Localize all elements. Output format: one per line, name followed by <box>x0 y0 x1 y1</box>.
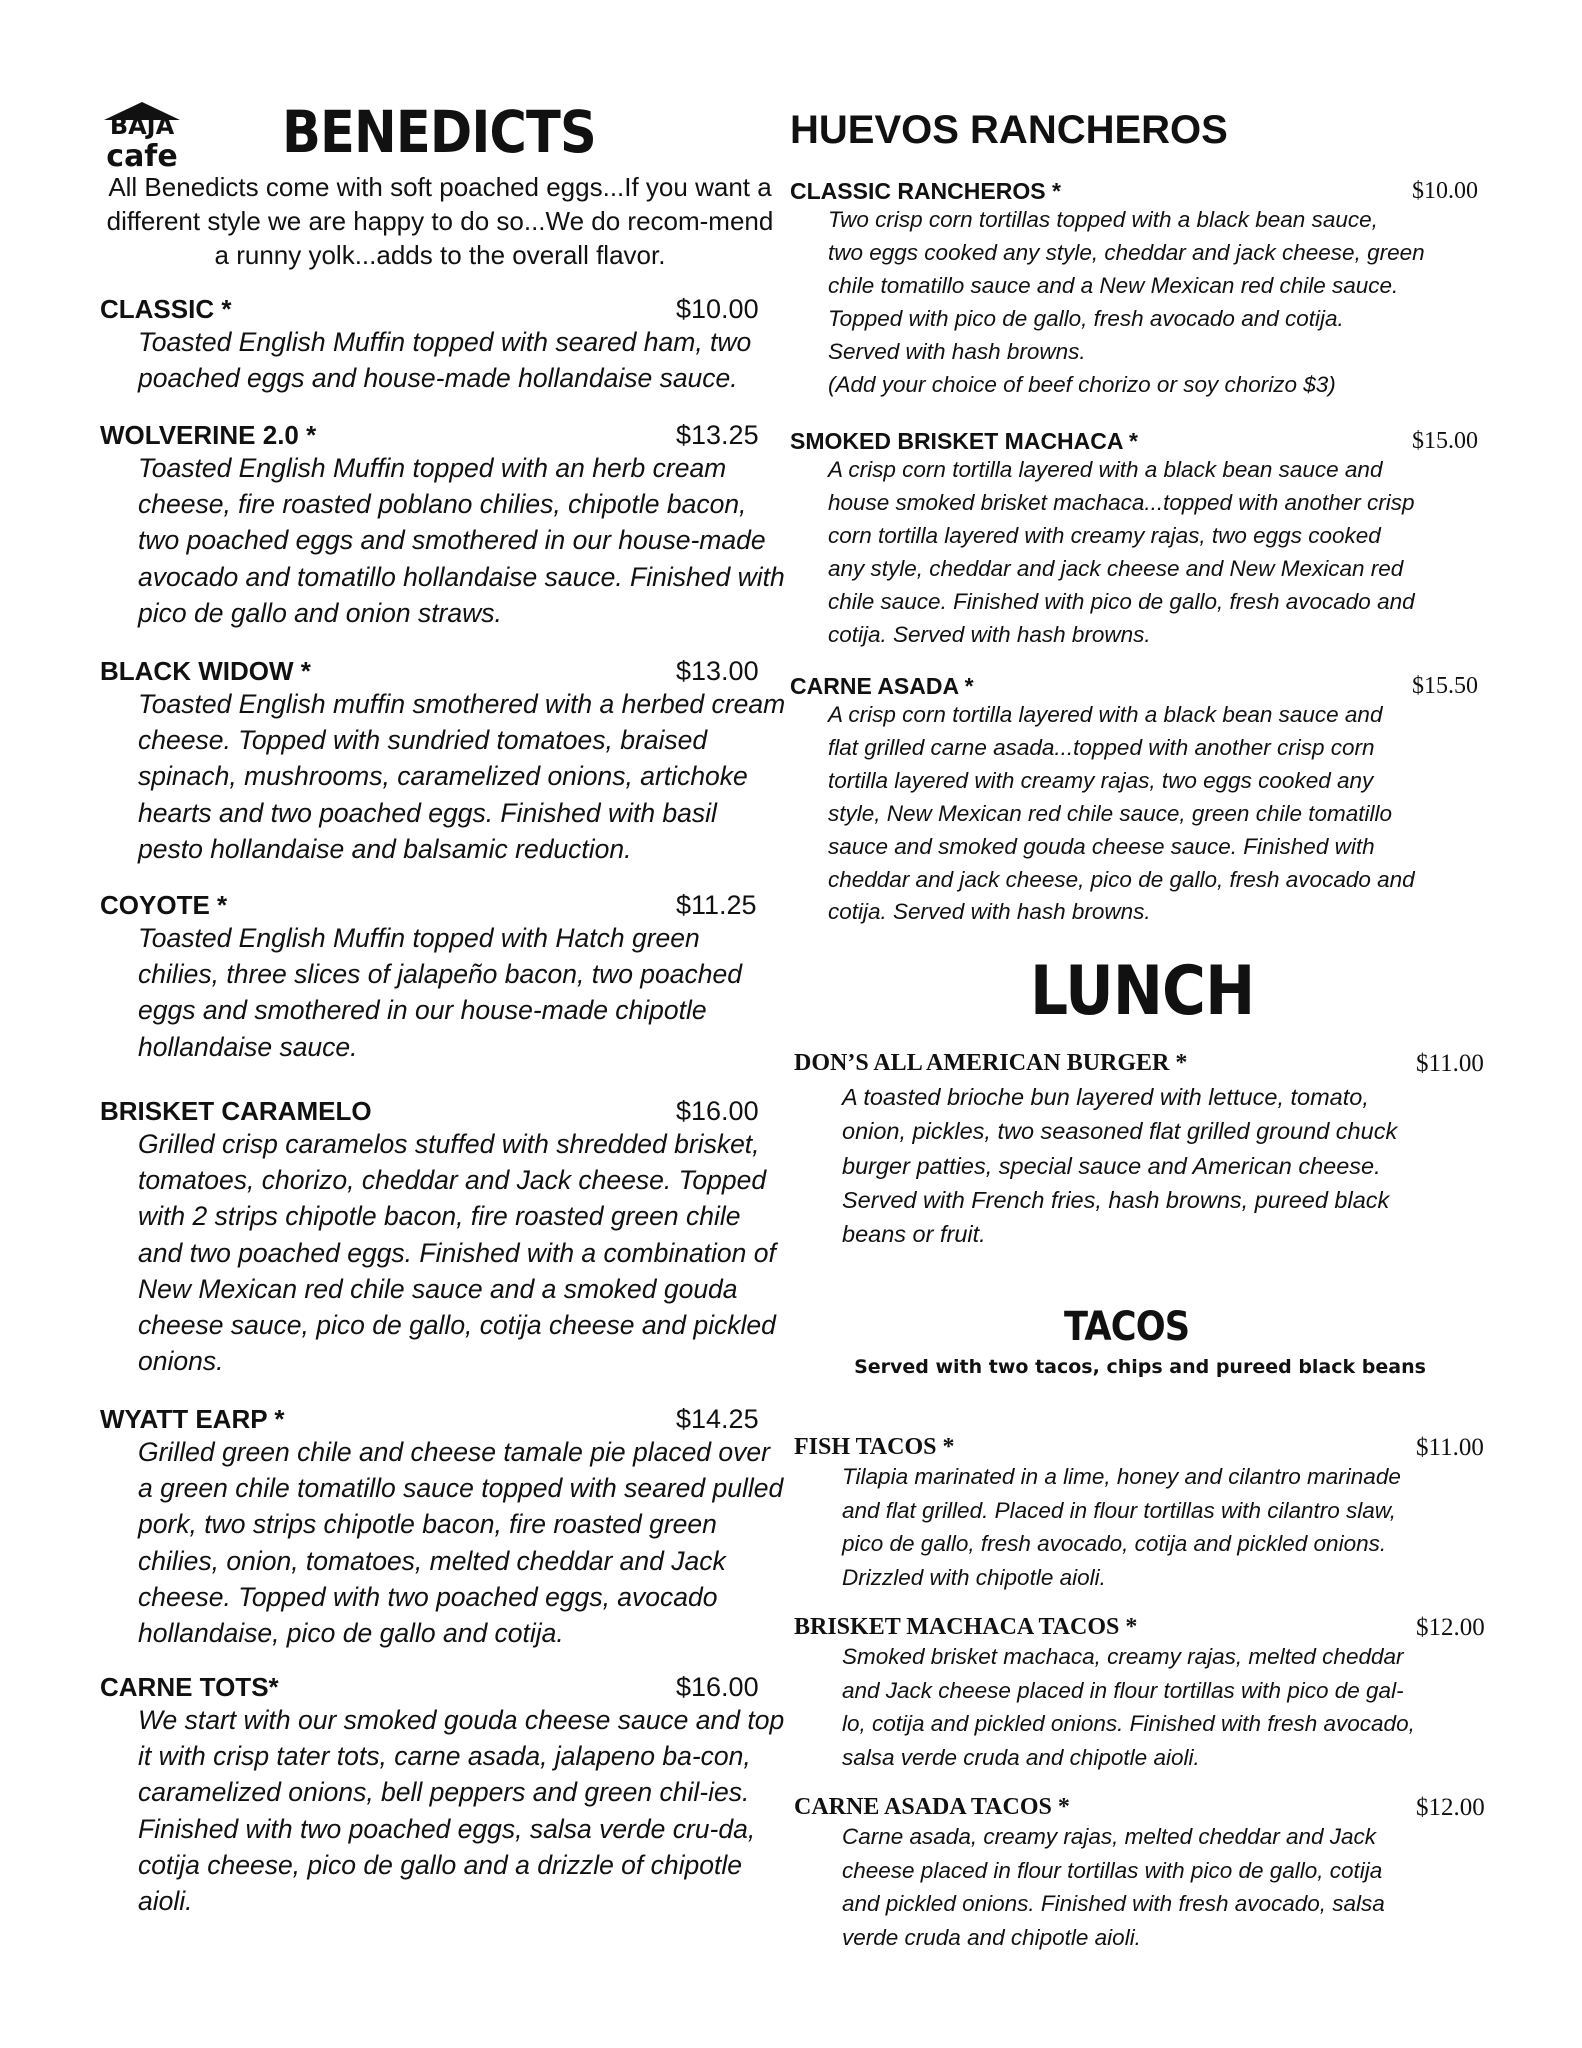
item-name: CARNE ASADA TACOS * <box>794 1794 1070 1820</box>
description-line: (Add your choice of beef chorizo or soy chorizo $3) <box>828 371 1336 397</box>
description-line: two eggs cooked any style, cheddar and jack cheese, green <box>828 239 1425 265</box>
item-description <box>842 1460 1492 1594</box>
tacos-note: Served with two tacos, chips and pureed black beans <box>854 1356 1426 1378</box>
description-line: salsa verde cruda and chipotle aioli. <box>842 1744 1200 1770</box>
description-line: any style, cheddar and jack cheese and New Mexican red <box>828 555 1404 581</box>
description-line: and pickled onions. Finished with fresh avocado, salsa <box>842 1891 1385 1916</box>
description-line: cotija. Served with hash browns. <box>828 621 1151 647</box>
baja-cafe-logo <box>100 100 184 172</box>
item-price: $13.25 <box>676 420 759 450</box>
description-line: Topped with pico de gallo, fresh avocado and cotija. <box>828 305 1344 331</box>
description-line: Smoked brisket machaca, creamy rajas, melted cheddar <box>842 1644 1404 1669</box>
description-line: chile sauce. Finished with pico de gallo, fresh avocado and <box>828 588 1415 614</box>
item-description: Toasted English Muffin topped with Hatch green chilies, three slices of jalapeño bacon, two poached eggs and smothered in our house-made chipotle hollandaise sauce. <box>138 923 742 1062</box>
item-price: $12.00 <box>1416 1614 1485 1641</box>
item-name: BRISKET MACHACA TACOS * <box>794 1614 1138 1640</box>
item-price: $11.25 <box>676 890 757 920</box>
description-line: verde cruda and chipotle aioli. <box>842 1924 1141 1950</box>
item-name: BRISKET CARAMELO <box>100 1096 372 1126</box>
description-line: flat grilled carne asada...topped with another crisp corn <box>828 734 1375 760</box>
description-line: cheddar and jack cheese, pico de gallo, fresh avocado and <box>828 866 1415 892</box>
item-price: $14.25 <box>676 1404 759 1434</box>
description-line: Drizzled with chipotle aioli. <box>842 1564 1106 1590</box>
item-name: WOLVERINE 2.0 * <box>100 420 317 450</box>
description-line: tortilla layered with creamy rajas, two eggs cooked any <box>828 767 1374 793</box>
item-price: $16.00 <box>676 1096 759 1126</box>
item-name: CARNE TOTS* <box>100 1672 279 1702</box>
item-price: $10.00 <box>676 294 759 324</box>
description-line: Served with French fries, hash browns, pureed black <box>842 1186 1390 1213</box>
description-line: A crisp corn tortilla layered with a black bean sauce and <box>828 457 1383 482</box>
description-line: cotija. Served with hash browns. <box>828 899 1151 925</box>
huevos-rancheros-title: HUEVOS RANCHEROS <box>790 108 1228 152</box>
item-name: FISH TACOS * <box>794 1434 955 1460</box>
logo-line2: cafe <box>106 139 178 172</box>
item-price: $11.00 <box>1416 1050 1484 1077</box>
description-line: sauce and smoked gouda cheese sauce. Finished with <box>828 833 1375 859</box>
tacos-title: TACOS <box>1064 1304 1190 1350</box>
description-line: and flat grilled. Placed in flour tortillas with cilantro slaw, <box>842 1497 1397 1523</box>
item-description <box>828 204 1490 401</box>
item-description <box>828 699 1490 929</box>
item-description <box>842 1640 1492 1774</box>
description-line: onion, pickles, two seasoned flat grilled ground chuck <box>842 1118 1398 1145</box>
lunch-title: LUNCH <box>1030 952 1255 1031</box>
item-name: COYOTE * <box>100 890 228 920</box>
description-line: burger patties, special sauce and American cheese. <box>842 1152 1381 1179</box>
item-description: Toasted English Muffin topped with seared ham, two poached eggs and house-made hollandaise sauce. <box>138 327 752 394</box>
description-line: A crisp corn tortilla layered with a black bean sauce and <box>828 702 1383 727</box>
item-price: $15.00 <box>1412 428 1478 454</box>
description-line: cheese placed in flour tortillas with pico de gallo, cotija <box>842 1857 1383 1883</box>
item-name: CLASSIC * <box>100 294 232 324</box>
item-name: CLASSIC RANCHEROS * <box>790 178 1061 204</box>
description-line: Served with hash browns. <box>828 338 1086 364</box>
item-name: SMOKED BRISKET MACHACA * <box>790 428 1138 454</box>
description-line: chile tomatillo sauce and a New Mexican red chile sauce. <box>828 272 1399 298</box>
item-price: $11.00 <box>1416 1434 1484 1461</box>
description-line: lo, cotija and pickled onions. Finished with fresh avocado, <box>842 1711 1415 1736</box>
description-line: style, New Mexican red chile sauce, green chile tomatillo <box>828 800 1393 826</box>
description-line: A toasted brioche bun layered with lettuce, tomato, <box>842 1084 1369 1110</box>
item-description: Grilled crisp caramelos stuffed with shredded brisket, tomatoes, chorizo, cheddar and Jack cheese. Topped with 2 strips chipotle bacon, fire roasted green chile and two poached eggs. Finished with a combination of New Mexican red chile sauce and a smoked gouda cheese sauce, pico de gallo, cotija cheese and pickled onions. <box>138 1129 776 1377</box>
item-name: WYATT EARP * <box>100 1404 285 1434</box>
item-description: Grilled green chile and cheese tamale pie placed over a green chile tomatillo sauce topped with seared pulled pork, two strips chipotle bacon, fire roasted green chilies, onion, tomatoes, melted cheddar and Jack cheese. Topped with two poached eggs, avocado hollandaise, pico de gallo and cotija. <box>138 1437 784 1649</box>
description-line: beans or fruit. <box>842 1221 986 1248</box>
item-description: Toasted English muffin smothered with a herbed cream cheese. Topped with sundried tomatoes, braised spinach, mushrooms, caramelized onions, artichoke hearts and two poached eggs. Finished with basil pesto hollandaise and balsamic reduction. <box>138 689 786 864</box>
item-price: $15.50 <box>1412 673 1478 699</box>
description-line: Carne asada, creamy rajas, melted cheddar and Jack <box>842 1824 1377 1849</box>
description-line: Two crisp corn tortillas topped with a black bean sauce, <box>828 207 1378 232</box>
logo-line1: BAJA <box>109 112 175 140</box>
item-description <box>842 1080 1492 1251</box>
item-name: BLACK WIDOW * <box>100 656 311 686</box>
item-description <box>842 1820 1492 1954</box>
description-line: and Jack cheese placed in flour tortillas with pico de gal- <box>842 1677 1404 1703</box>
item-description: Toasted English Muffin topped with an herb cream cheese, fire roasted poblano chilies, chipotle bacon, two poached eggs and smothered in our house-made avocado and tomatillo hollandaise sauce. Finished with pico de gallo and onion straws. <box>138 453 785 628</box>
item-price: $12.00 <box>1416 1794 1485 1821</box>
description-line: Tilapia marinated in a lime, honey and cilantro marinade <box>842 1464 1401 1489</box>
description-line: corn tortilla layered with creamy rajas, two eggs cooked <box>828 522 1381 548</box>
benedicts-title: BENEDICTS <box>282 98 596 166</box>
item-price: $16.00 <box>676 1672 759 1702</box>
item-name: CARNE ASADA * <box>790 673 974 699</box>
item-description: We start with our smoked gouda cheese sauce and top it with crisp tater tots, carne asada, jalapeno ba-con, caramelized onions, bell peppers and green chil-ies. Finished with two poached eggs, salsa verde cru-da, cotija cheese, pico de gallo and a drizzle of chipotle aioli. <box>138 1705 785 1917</box>
item-description <box>828 454 1490 651</box>
item-price: $13.00 <box>676 656 759 686</box>
description-line: pico de gallo, fresh avocado, cotija and pickled onions. <box>842 1531 1387 1556</box>
item-name: DON’S ALL AMERICAN BURGER * <box>794 1050 1188 1076</box>
description-line: house smoked brisket machaca...topped with another crisp <box>828 489 1415 515</box>
item-price: $10.00 <box>1412 178 1478 204</box>
benedicts-note: All Benedicts come with soft poached eggs...If you want a different style we are happy to do so...We do recom-mend a runny yolk...adds to the overall flavor. <box>106 172 774 270</box>
